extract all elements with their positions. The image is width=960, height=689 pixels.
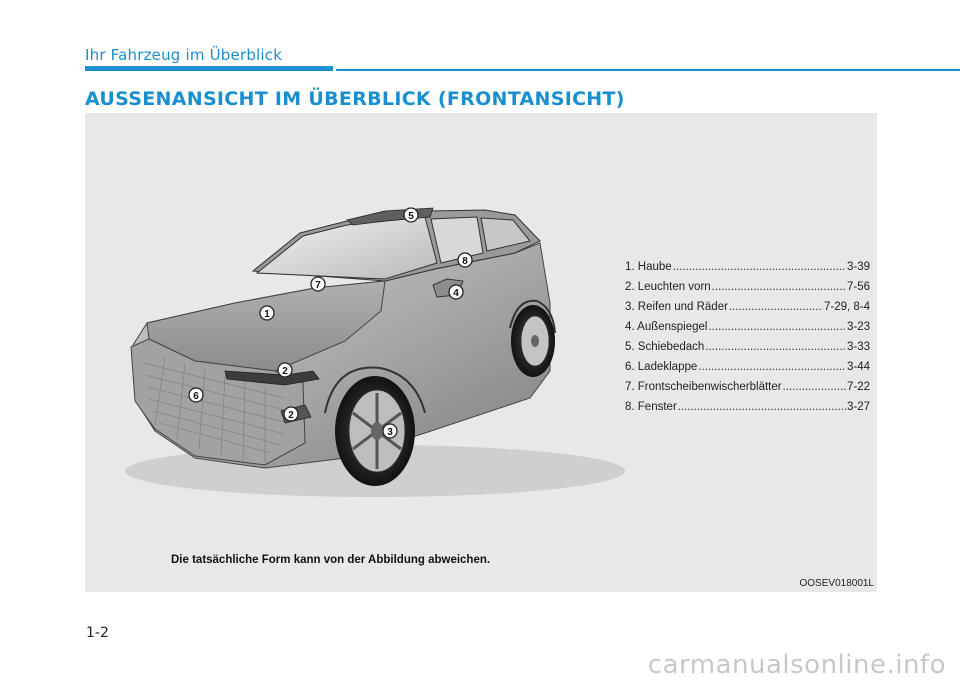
rear-wheel bbox=[511, 305, 555, 377]
svg-text:6: 6 bbox=[193, 391, 199, 402]
legend-page-ref: 3-27 bbox=[846, 401, 870, 413]
legend-leader bbox=[712, 277, 846, 297]
legend-leader bbox=[673, 257, 846, 277]
callout-8 bbox=[458, 253, 472, 267]
watermark[interactable]: carmanualsonline.info bbox=[647, 650, 946, 680]
header-rule bbox=[336, 69, 960, 71]
legend-page-ref: 3-39 bbox=[846, 261, 870, 273]
front-wheel bbox=[335, 376, 415, 486]
callout-7 bbox=[311, 277, 325, 291]
legend-label: 4. Außenspiegel bbox=[625, 321, 708, 333]
legend-page-ref: 3-44 bbox=[846, 361, 870, 373]
legend-label: 8. Fenster bbox=[625, 401, 677, 413]
legend-item bbox=[625, 337, 870, 357]
legend-leader bbox=[729, 297, 823, 317]
legend-leader bbox=[783, 377, 846, 397]
legend-item bbox=[625, 377, 870, 397]
svg-text:7: 7 bbox=[315, 280, 321, 291]
page-title: AUSSENANSICHT IM ÜBERBLICK (FRONTANSICHT) bbox=[85, 88, 625, 110]
legend-item bbox=[625, 357, 870, 377]
legend-list bbox=[625, 257, 870, 417]
callout-3 bbox=[383, 424, 397, 438]
svg-text:4: 4 bbox=[453, 288, 459, 299]
callout-6 bbox=[189, 388, 203, 402]
legend-item bbox=[625, 257, 870, 277]
legend-page-ref: 7-29, 8-4 bbox=[823, 301, 870, 313]
callout-5 bbox=[404, 208, 418, 222]
legend-page-ref: 3-23 bbox=[846, 321, 870, 333]
legend-item bbox=[625, 397, 870, 417]
svg-text:1: 1 bbox=[264, 309, 270, 320]
callout-2-headlight bbox=[278, 363, 292, 377]
legend-label: 5. Schiebedach bbox=[625, 341, 705, 353]
callout-4 bbox=[449, 285, 463, 299]
callout-1 bbox=[260, 306, 274, 320]
legend-page-ref: 3-33 bbox=[846, 341, 870, 353]
legend-leader bbox=[698, 357, 846, 377]
svg-text:8: 8 bbox=[462, 256, 468, 267]
svg-text:2: 2 bbox=[282, 366, 288, 377]
legend-label: 6. Ladeklappe bbox=[625, 361, 698, 373]
legend-label: 7. Frontscheibenwischerblätter bbox=[625, 381, 782, 393]
svg-text:2: 2 bbox=[288, 410, 294, 421]
header-accent-bar bbox=[85, 66, 333, 71]
legend-item bbox=[625, 297, 870, 317]
page-number: 1-2 bbox=[86, 625, 109, 641]
figure-caption: Die tatsächliche Form kann von der Abbildung abweichen. bbox=[171, 554, 491, 566]
legend-page-ref: 7-56 bbox=[846, 281, 870, 293]
legend-leader bbox=[705, 337, 846, 357]
legend-label: 2. Leuchten vorn bbox=[625, 281, 711, 293]
legend-leader bbox=[678, 397, 846, 417]
legend-leader bbox=[708, 317, 845, 337]
legend-item bbox=[625, 277, 870, 297]
legend-page-ref: 7-22 bbox=[846, 381, 870, 393]
image-code: OOSEV018001L bbox=[799, 578, 874, 589]
svg-text:3: 3 bbox=[387, 427, 393, 438]
callout-2-foglight bbox=[284, 407, 298, 421]
legend-label: 3. Reifen und Räder bbox=[625, 301, 728, 313]
figure-panel bbox=[85, 113, 877, 592]
legend-item bbox=[625, 317, 870, 337]
legend-label: 1. Haube bbox=[625, 261, 672, 273]
section-label: Ihr Fahrzeug im Überblick bbox=[85, 46, 283, 64]
svg-text:5: 5 bbox=[408, 211, 414, 222]
